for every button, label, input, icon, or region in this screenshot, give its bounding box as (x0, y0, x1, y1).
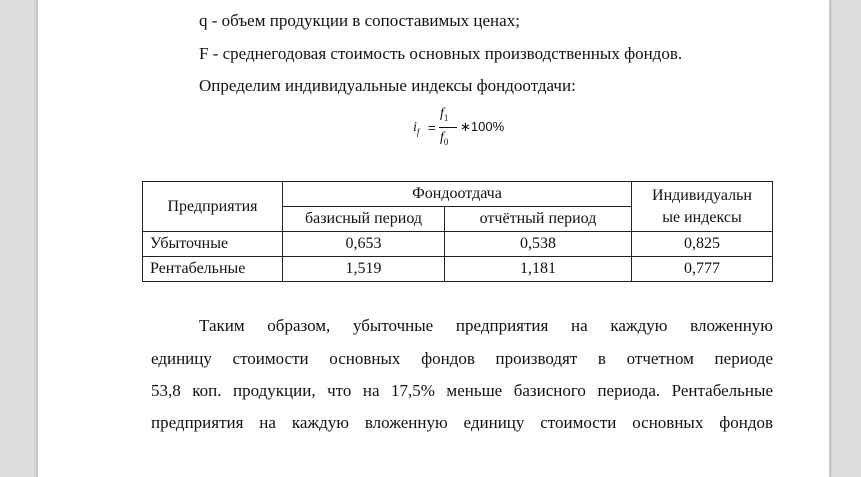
index-formula (413, 108, 533, 152)
row-base: 0,653 (283, 232, 445, 257)
row-name: Убыточные (143, 232, 283, 257)
formula-denominator: $f_0$ (440, 130, 449, 147)
table-header-row (143, 182, 773, 207)
header-base-period: базисный период (283, 207, 445, 232)
text-line-q: q - объем продукции в сопоставимых ценах; (199, 11, 520, 30)
asset-return-table (142, 181, 773, 282)
table-row (143, 257, 773, 282)
fraction-bar (439, 127, 457, 128)
row-name: Рентабельные (143, 257, 283, 282)
formula-equals: = (428, 120, 436, 135)
paragraph-line-1: Таким образом, убыточные предприятия на каждую вложенную (199, 316, 773, 335)
text-line-f: F - среднегодовая стоимость основных производственных фондов. (199, 44, 683, 63)
table-row (143, 232, 773, 257)
header-asset-return: Фондоотдача (283, 182, 632, 207)
row-index: 0,825 (632, 232, 773, 257)
row-report: 0,538 (445, 232, 632, 257)
row-index: 0,777 (632, 257, 773, 282)
row-base: 1,519 (283, 257, 445, 282)
row-report: 1,181 (445, 257, 632, 282)
header-enterprises: Предприятия (143, 182, 283, 232)
document-page[interactable] (37, 0, 830, 477)
paragraph-line-3: 53,8 коп. продукции, что на 17,5% меньше базисного периода. Рентабельные (151, 381, 773, 400)
formula-lhs: $i_f$ (413, 120, 420, 137)
header-report-period: отчётный период (445, 207, 632, 232)
formula-multiplier: ∗100% (460, 119, 505, 134)
paragraph-line-2: единицу стоимости основных фондов производят в отчетном периоде (151, 349, 773, 368)
header-individual-indexes: Индивидуальн ые индексы (632, 182, 773, 232)
text-line-intro: Определим индивидуальные индексы фондоотдачи: (199, 76, 576, 95)
paragraph-line-4: предприятия на каждую вложенную единицу стоимости основных фондов (151, 413, 773, 432)
formula-numerator: $f_1$ (440, 106, 449, 123)
